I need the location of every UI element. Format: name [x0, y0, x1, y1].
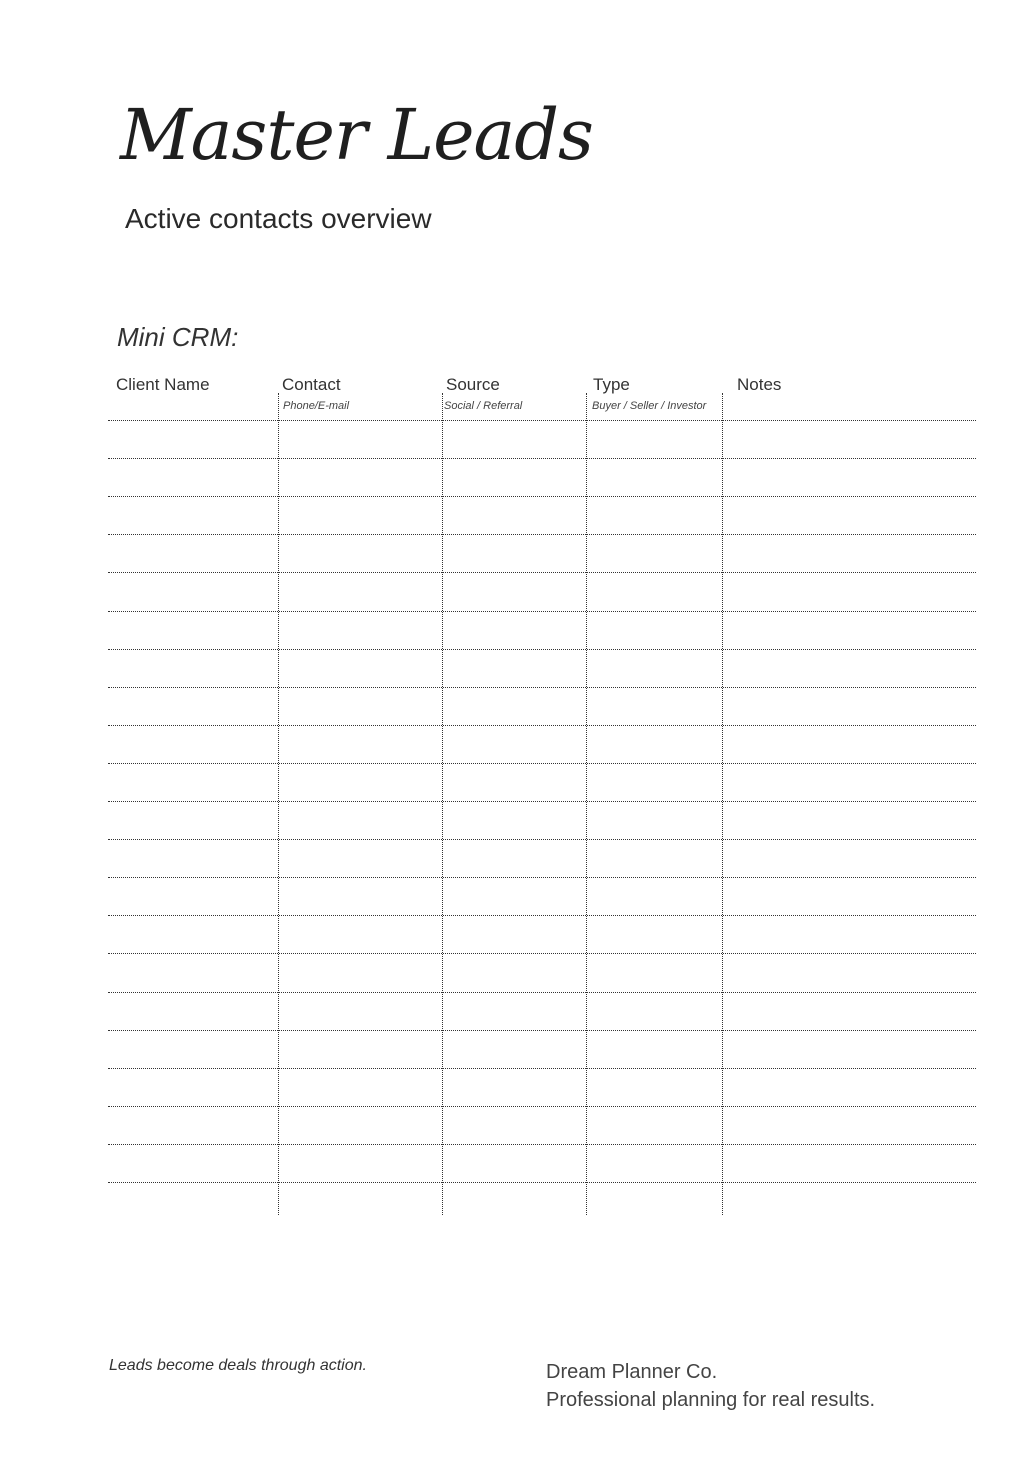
page-title: Master Leads	[120, 94, 593, 176]
row-divider	[108, 953, 976, 954]
column-divider	[586, 393, 587, 1215]
column-divider	[442, 393, 443, 1215]
row-divider	[108, 763, 976, 764]
row-divider	[108, 458, 976, 459]
row-divider	[108, 1030, 976, 1031]
column-header-type: Type	[593, 375, 630, 394]
footer-brand	[546, 1358, 875, 1414]
row-divider	[108, 1068, 976, 1069]
row-divider	[108, 839, 976, 840]
column-divider	[722, 393, 723, 1215]
column-header-source: Source	[446, 375, 500, 394]
footer-brand-tagline: Professional planning for real results.	[546, 1389, 876, 1411]
row-divider	[108, 572, 976, 573]
row-divider	[108, 534, 976, 535]
column-hint-contact: Phone/E-mail	[283, 400, 350, 412]
row-divider	[108, 496, 976, 497]
row-divider	[108, 649, 976, 650]
column-header-client-name: Client Name	[116, 375, 210, 394]
row-divider	[108, 1106, 976, 1107]
row-divider	[108, 1144, 976, 1145]
row-divider	[108, 992, 976, 993]
page-subtitle: Active contacts overview	[125, 203, 432, 234]
column-divider	[278, 393, 279, 1215]
row-divider	[108, 687, 976, 688]
column-hint-source: Social / Referral	[444, 400, 523, 412]
footer-brand-name: Dream Planner Co.	[546, 1361, 718, 1383]
row-divider	[108, 915, 976, 916]
column-header-contact: Contact	[282, 375, 341, 394]
row-divider	[108, 1182, 976, 1183]
column-header-notes: Notes	[737, 375, 782, 394]
footer-quote: Leads become deals through action.	[109, 1357, 367, 1374]
row-divider	[108, 611, 976, 612]
row-divider	[108, 420, 976, 421]
row-divider	[108, 801, 976, 802]
section-label: Mini CRM:	[117, 322, 239, 352]
column-hint-type: Buyer / Seller / Investor	[592, 400, 707, 412]
row-divider	[108, 877, 976, 878]
row-divider	[108, 725, 976, 726]
